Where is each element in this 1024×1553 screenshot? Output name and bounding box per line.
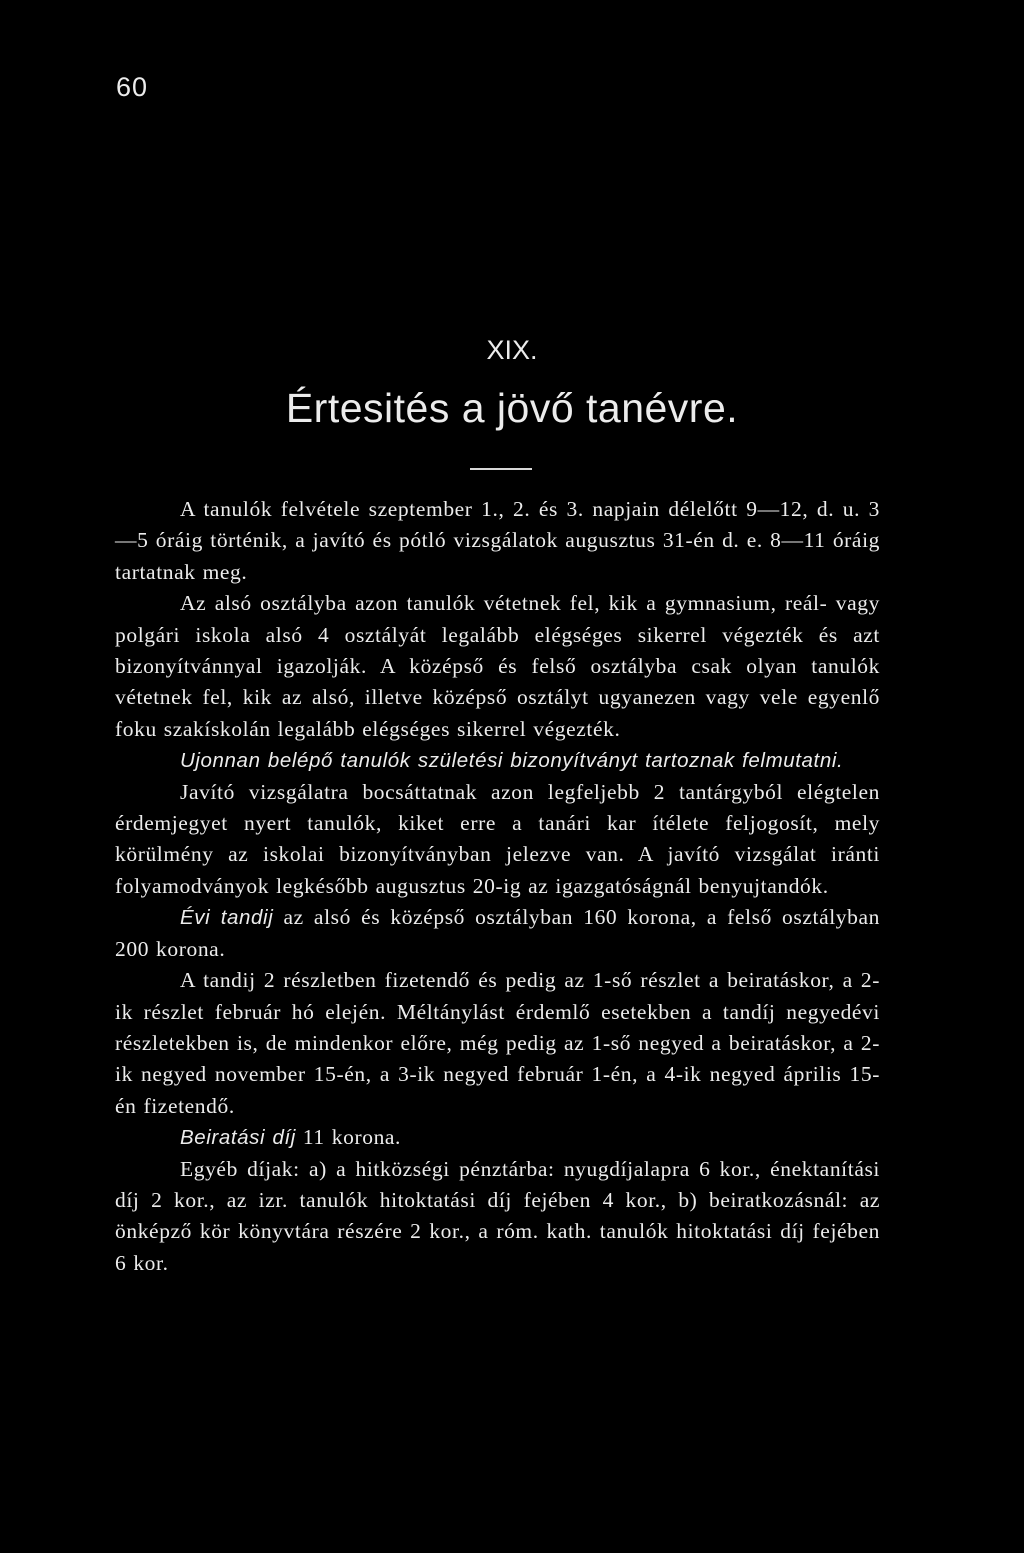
tuition-text: az alsó és középső osztályban 160 korona, a felső osztályban 200 korona.: [115, 905, 880, 961]
paragraph-installments: A tandij 2 részletben fizetendő és pedig az 1-ső részlet a beiratáskor, a 2-ik részlet február hó elején. Méltánylást érdemlő esetekben a tandíj negyedévi részletekben is, de mindenkor előre, még pedig az 1-ső negyed a beiratáskor, a 2-ik negyed november 15-én, a 3-ik negyed február 1-én, a 4-ik negyed április 15-én fizetendő.: [115, 968, 880, 1118]
paragraph-birth-certificate: [115, 745, 880, 776]
paragraph-other-fees: Egyéb díjak: a) a hitközségi pénztárba: nyugdíjalapra 6 kor., énektanítási díj 2 kor., az izr. tanulók hitoktatási díj fejében 4 kor., b) beiratkozásnál: az önképző kör könyvtára részére 2 kor., a róm. kath. tanulók hitoktatási díj fejében 6 kor.: [115, 1156, 880, 1275]
paragraph-repeat-exam: Javító vizsgálatra bocsáttatnak azon legfeljebb 2 tantárgyból elégtelen érdemjegyet nyert tanulók, kiket erre a tanári kar ítélete feljogosít, mely körülmény az iskolai bizonyítványban jelezve van. A javító vizsgálat iránti folyamodványok legkésőbb augusztus 20-ig az igazgatóságnál benyujtandók.: [115, 779, 880, 898]
chapter-title: Értesités a jövő tanévre.: [285, 385, 739, 431]
paragraph-lower-class: Az alsó osztályba azon tanulók vétetnek fel, kik a gymnasium, reál- vagy polgári iskola alsó 4 osztályát legalább elégséges sikerrel végezték és azt bizonyítvánnyal igazolják. A középső és felső osztályba csak olyan tanulók vétetnek fel, kik az alsó, illetve középső osztályt ugyanezen vagy vele egyenlő foku szakískolán legalább elégséges sikerrel végezték.: [115, 591, 880, 741]
enrollment-fee-label: Beiratási díj: [180, 1126, 296, 1150]
body-text: [115, 494, 880, 1279]
birth-certificate-note: Ujonnan belépő tanulók születési bizonyítványt tartoznak felmutatni.: [180, 749, 844, 773]
enrollment-fee-text: 11 korona.: [295, 1125, 402, 1150]
title-divider: [470, 468, 532, 470]
chapter-number: XIX.: [486, 335, 538, 365]
page-number: 60: [116, 72, 149, 102]
tuition-label: Évi tandij: [180, 906, 274, 930]
paragraph-admission: A tanulók felvétele szeptember 1., 2. és 3. napjain délelőtt 9—12, d. u. 3—5 óráig történik, a javító és pótló vizsgálatok augusztus 31-én d. e. 8—11 óráig tartatnak meg.: [115, 497, 880, 584]
paragraph-enrollment-fee: [115, 1122, 880, 1153]
paragraph-tuition: [115, 902, 880, 965]
